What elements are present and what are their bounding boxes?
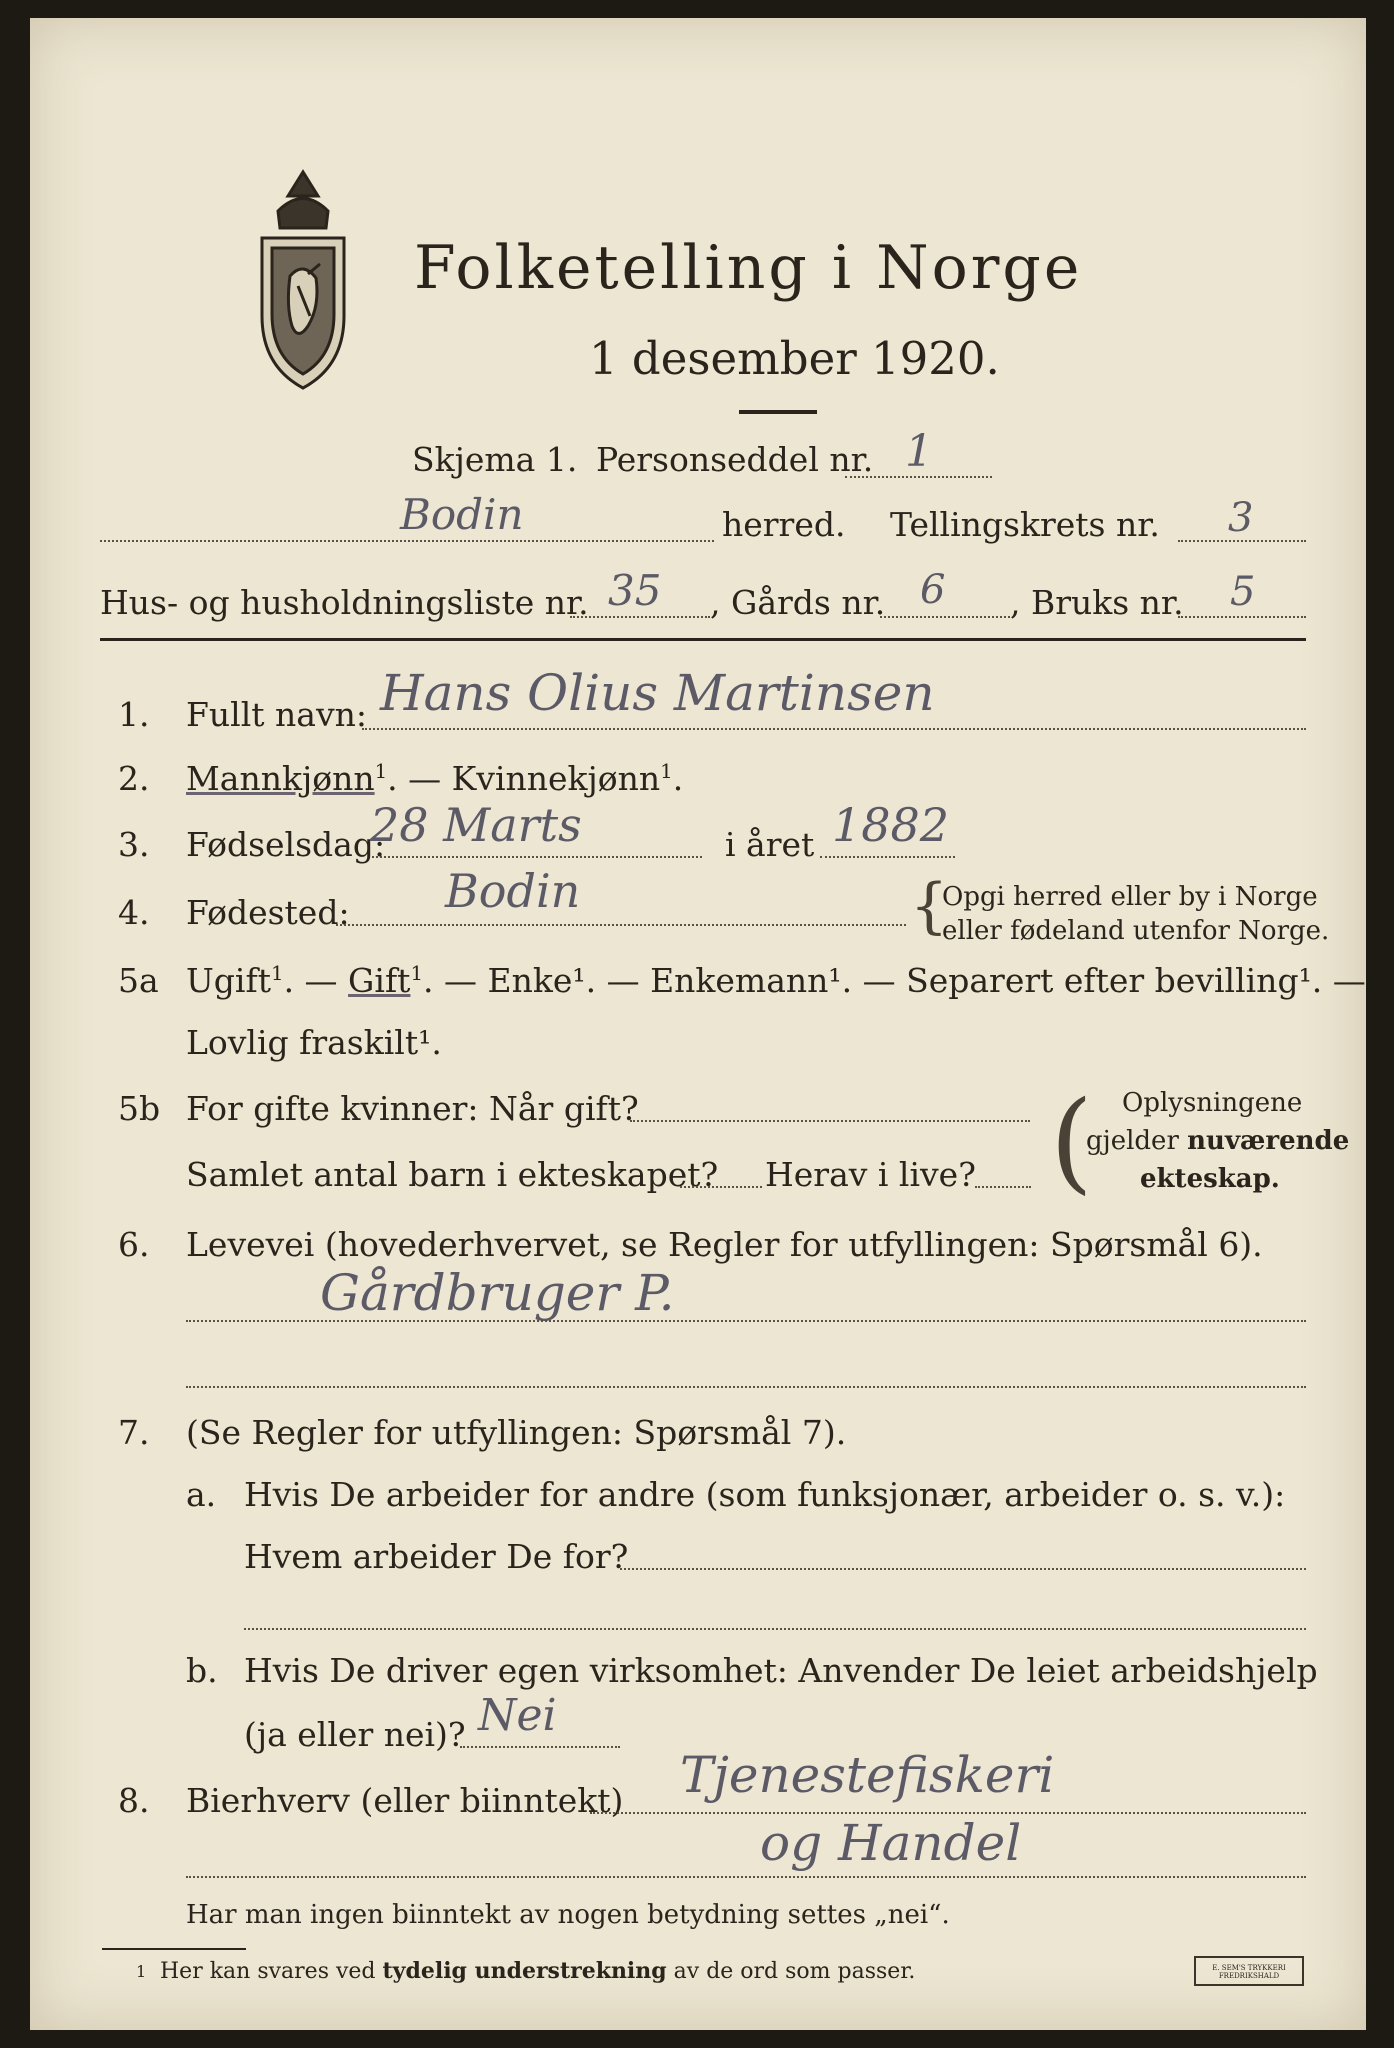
q5a-gift-option: Gift xyxy=(348,961,411,1000)
hus-label: Hus- og husholdningsliste nr. xyxy=(100,583,589,622)
q1-label: Fullt navn: xyxy=(186,695,367,734)
q5b-note-bracket: ( xyxy=(1050,1077,1093,1205)
q3-year-label: i året xyxy=(725,825,815,864)
q3-number: 3. xyxy=(118,825,150,864)
q2-kvinnekjonn-option: Kvinnekjønn xyxy=(451,759,661,798)
q6-occupation-value: Gårdbruger P. xyxy=(320,1264,675,1322)
q7a-extra-field-line xyxy=(244,1628,1306,1630)
q7a-letter: a. xyxy=(186,1475,217,1514)
tellingskrets-label: Tellingskrets nr. xyxy=(890,505,1160,544)
tellingskrets-value: 3 xyxy=(1228,495,1254,541)
herred-label: herred. xyxy=(722,505,846,544)
q4-label: Fødested: xyxy=(186,893,350,932)
q3-label: Fødselsdag: xyxy=(186,825,386,864)
gards-value: 6 xyxy=(920,567,946,613)
q5b-note-line-3: ekteskap. xyxy=(1140,1164,1280,1194)
q3-year-field-line xyxy=(820,856,955,858)
q5a-other-options: . — Enke¹. — Enkemann¹. — Separert efter bevilling¹. — xyxy=(423,961,1366,1000)
q1-number: 1. xyxy=(118,695,150,734)
herred-field-line xyxy=(100,540,714,542)
title-divider xyxy=(739,410,817,414)
q8-value-line-2: og Handel xyxy=(760,1814,1022,1872)
printer-stamp-text: E. SEM'S TRYKKERI FREDRIKSHALD xyxy=(1212,1964,1286,1980)
q3-field-line xyxy=(372,856,702,858)
skjema-label: Skjema 1. xyxy=(412,440,578,479)
q8-value-line-1: Tjenestefiskeri xyxy=(680,1746,1055,1804)
q5b-married-field-line xyxy=(630,1120,1030,1122)
q1-field-line xyxy=(362,728,1306,730)
q5a-options: Ugift$^1$. — Gift$^1$. — Enke¹. — Enkemann¹. — Separert efter bevilling¹. — xyxy=(186,961,1366,1000)
norwegian-coat-of-arms-icon xyxy=(248,166,358,394)
q4-birthplace-value: Bodin xyxy=(445,864,581,918)
q7a-employer-label: Hvem arbeider De for? xyxy=(244,1537,629,1576)
q7b-ja-nei-label: (ja eller nei)? xyxy=(244,1715,466,1754)
q5b-note-line-2: gjelder nuværende xyxy=(1086,1126,1350,1156)
q4-note-line-2: eller fødeland utenfor Norge. xyxy=(942,916,1330,946)
census-date: 1 desember 1920. xyxy=(589,332,1000,385)
q7-number: 7. xyxy=(118,1413,150,1452)
q2-mannkjonn-option: Mannkjønn xyxy=(186,759,375,798)
q4-note-brace: { xyxy=(910,871,949,941)
census-form-page xyxy=(30,18,1366,2030)
q6-field-line-2 xyxy=(186,1386,1306,1388)
q7a-employer-field-line xyxy=(620,1568,1306,1570)
q7-label: (Se Regler for utfyllingen: Spørsmål 7). xyxy=(186,1413,847,1452)
q2-number: 2. xyxy=(118,759,150,798)
q5b-label-alive: Herav i live? xyxy=(765,1155,976,1194)
footnote-marker: 1 xyxy=(136,1962,147,1981)
printer-stamp xyxy=(1194,1956,1304,1986)
footnote-rule xyxy=(102,1948,246,1950)
q6-field-line-1 xyxy=(186,1320,1306,1322)
q3-year-value: 1882 xyxy=(832,798,950,852)
q5b-alive-field-line xyxy=(975,1186,1031,1188)
gards-field-line xyxy=(880,616,1010,618)
q8-number: 8. xyxy=(118,1781,150,1820)
bruks-value: 5 xyxy=(1230,569,1256,615)
q2-options: Mannkjønn$^1$. — Kvinnekjønn$^1$. xyxy=(186,759,684,798)
q5b-note-line-1: Oplysningene xyxy=(1122,1088,1303,1118)
herred-value: Bodin xyxy=(400,490,524,539)
q7b-value: Nei xyxy=(478,1690,557,1741)
q8-field-line-2 xyxy=(186,1876,1306,1878)
q1-full-name-value: Hans Olius Martinsen xyxy=(380,664,935,722)
q8-label: Bierhverv (eller biinntekt) xyxy=(186,1781,624,1820)
q6-number: 6. xyxy=(118,1225,150,1264)
q7b-letter: b. xyxy=(186,1651,218,1690)
q4-number: 4. xyxy=(118,893,150,932)
hus-value: 35 xyxy=(608,566,662,615)
q5b-children-field-line xyxy=(680,1186,762,1188)
q5a-ugift-option: Ugift xyxy=(186,961,271,1000)
hus-field-line xyxy=(570,616,710,618)
personseddel-label: Personseddel nr. xyxy=(596,440,874,479)
gards-label: , Gårds nr. xyxy=(710,583,886,622)
q7a-question: Hvis De arbeider for andre (som funksjonær, arbeider o. s. v.): xyxy=(244,1475,1286,1514)
q5b-label-married: For gifte kvinner: Når gift? xyxy=(186,1089,639,1128)
bruks-label: , Bruks nr. xyxy=(1010,583,1184,622)
q5a-number: 5a xyxy=(118,961,159,1000)
q4-note-line-1: Opgi herred eller by i Norge xyxy=(942,882,1318,912)
q4-field-line xyxy=(336,924,906,926)
q5a-lovlig-fraskilt: Lovlig fraskilt¹. xyxy=(186,1023,442,1062)
q3-birthday-value: 28 Marts xyxy=(370,798,582,852)
header-separator xyxy=(100,638,1306,641)
q5b-label-children: Samlet antal barn i ekteskapet? xyxy=(186,1155,719,1194)
q7b-field-line xyxy=(460,1746,620,1748)
form-title: Folketelling i Norge xyxy=(414,233,1083,303)
bruks-field-line xyxy=(1178,616,1306,618)
q8-note: Har man ingen biinntekt av nogen betydning settes „nei“. xyxy=(186,1900,950,1930)
q7b-question: Hvis De driver egen virksomhet: Anvender De leiet arbeidshjelp xyxy=(244,1651,1318,1690)
q5b-number: 5b xyxy=(118,1089,161,1128)
q6-label: Levevei (hovederhvervet, se Regler for utfyllingen: Spørsmål 6). xyxy=(186,1225,1263,1264)
personseddel-value: 1 xyxy=(905,426,933,477)
footnote-text: Her kan svares ved tydelig understrekning av de ord som passer. xyxy=(160,1958,916,1984)
